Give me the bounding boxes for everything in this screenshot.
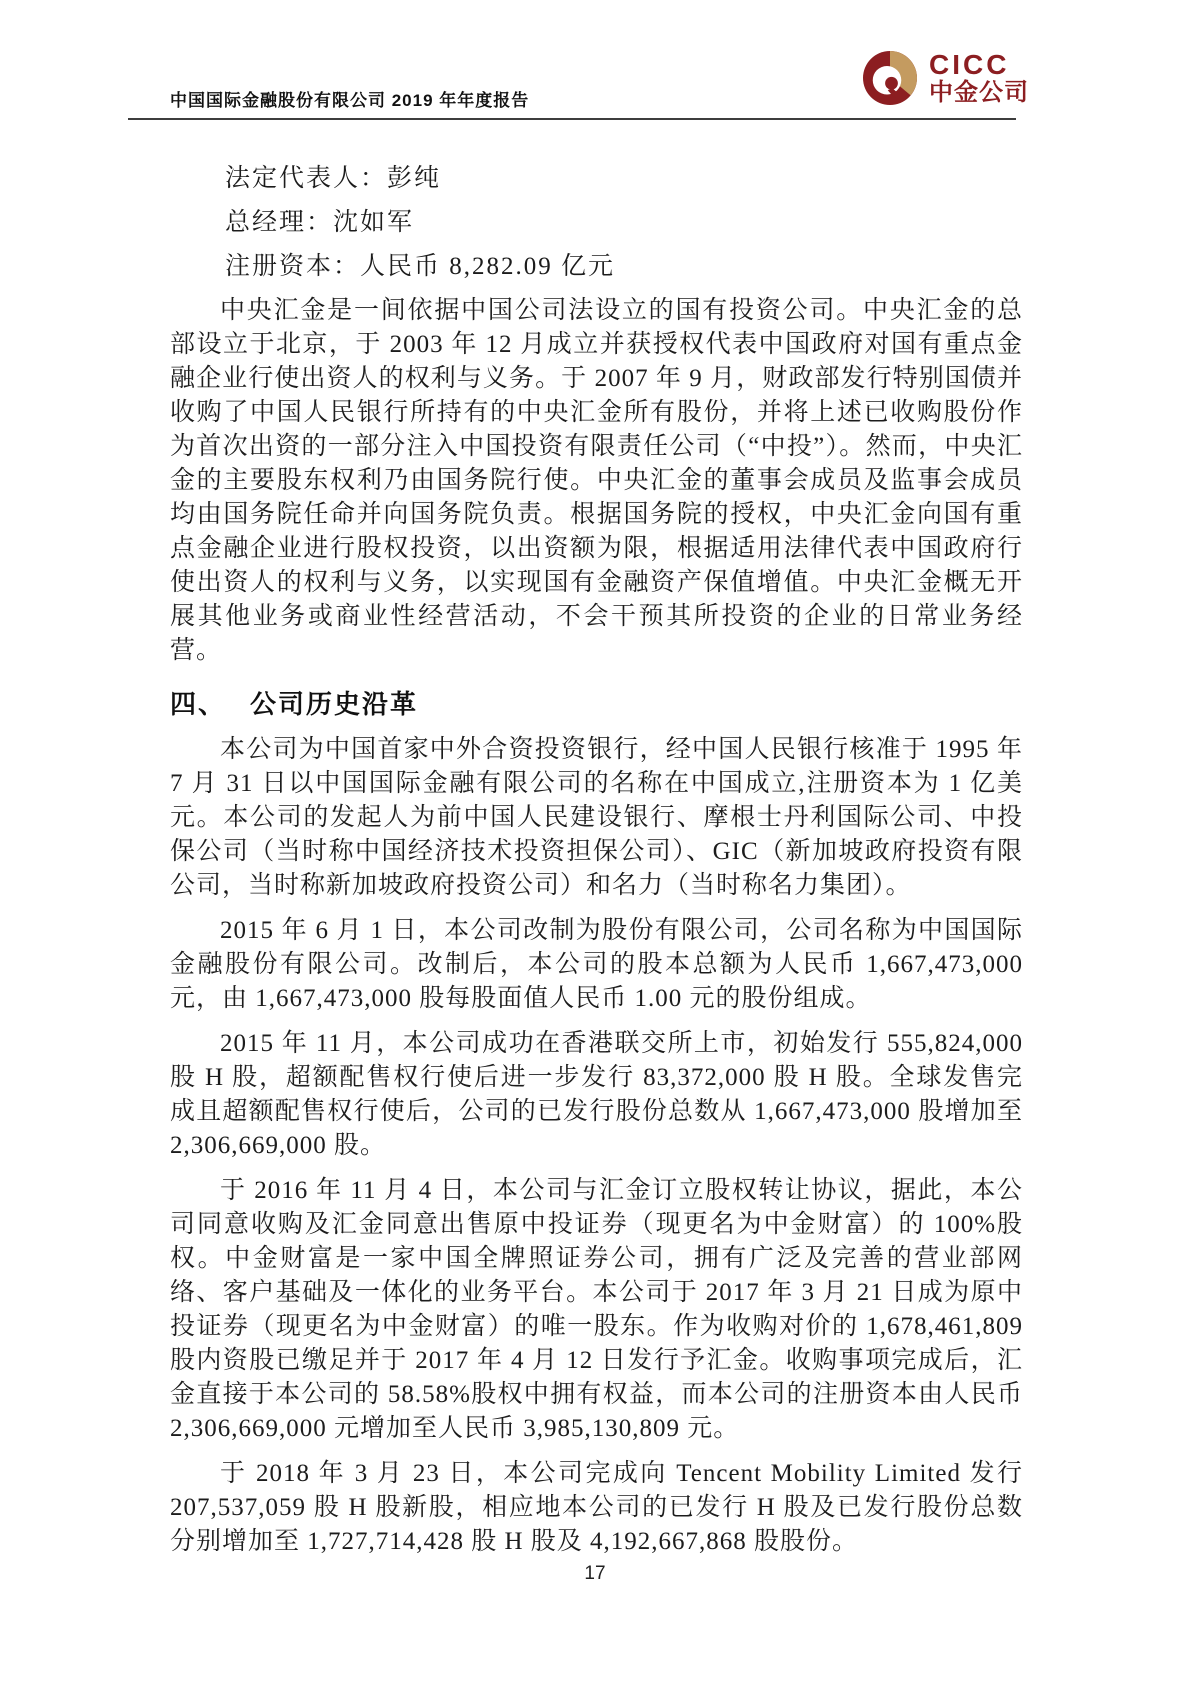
section-numeral: 四、 [170, 690, 227, 719]
logo-latin-name: CICC [929, 48, 1010, 80]
history-paragraph-restructuring-2015: 2015 年 6 月 1 日，本公司改制为股份有限公司，公司名称为中国国际金融股份有限公司。改制后，本公司的股本总额为人民币 1,667,473,000 元，由 1,667,473,000 股每股面值人民币 1.00 元的股份组成。 [170, 917, 1023, 1012]
legal-representative-line: 法定代表人：彭纯 [225, 165, 442, 192]
section-heading-company-history [170, 684, 1023, 721]
general-manager-line: 总经理：沈如军 [225, 209, 415, 236]
registered-capital-line: 注册资本：人民币 8,282.09 亿元 [225, 253, 616, 280]
history-paragraph-tencent-2018: 于 2018 年 3 月 23 日，本公司完成向 Tencent Mobility Limited 发行 207,537,059 股 H 股新股，相应地本公司的已发行 H 股及已发行股份总数分别增加至 1,727,714,428 股 H 股及 4,192,667,868 股股份。 [170, 1460, 1023, 1555]
report-title: 中国国际金融股份有限公司 2019 年年度报告 [170, 91, 530, 110]
cicc-logo-mark-icon [860, 48, 920, 108]
cicc-logo [860, 48, 1029, 108]
page-content [170, 120, 1023, 1570]
history-paragraph-founding: 本公司为中国首家中外合资投资银行，经中国人民银行核准于 1995 年 7 月 31 日以中国国际金融有限公司的名称在中国成立,注册资本为 1 亿美元。本公司的发起人为前中国人民建设银行、摩根士丹利国际公司、中投保公司（当时称中国经济技术投资担保公司）、GIC（新加坡政府投资有限公司，当时称新加坡政府投资公司）和名力（当时称名力集团）。 [170, 736, 1023, 899]
page-number: 17 [584, 1563, 606, 1584]
section-title: 公司历史沿革 [250, 690, 419, 719]
history-paragraph-acquisition-2016: 于 2016 年 11 月 4 日，本公司与汇金订立股权转让协议，据此，本公司同意收购及汇金同意出售原中投证券（现更名为中金财富）的 100%股权。中金财富是一家中国全牌照证券公司，拥有广泛及完善的营业部网络、客户基础及一体化的业务平台。本公司于 2017 年 3 月 21 日成为原中投证券（现更名为中金财富）的唯一股东。作为收购对价的 1,678,461,809 股内资股已缴足并于 2017 年 4 月 12 日发行予汇金。收购事项完成后，汇金直接于本公司的 58.58%股权中拥有权益，而本公司的注册资本由人民币 2,306,669,000 元增加至人民币 3,985,130,809 元。 [170, 1177, 1023, 1442]
cicc-logo-text [929, 48, 1029, 106]
logo-chinese-name: 中金公司 [929, 78, 1029, 106]
about-huijin-paragraph: 中央汇金是一间依据中国公司法设立的国有投资公司。中央汇金的总部设立于北京，于 2003 年 12 月成立并获授权代表中国政府对国有重点金融企业行使出资人的权利与义务。于 2007 年 9 月，财政部发行特别国债并收购了中国人民银行所持有的中央汇金所有股份，并将上述已收购股份作为首次出资的一部分注入中国投资有限责任公司（“中投”）。然而，中央汇金的主要股东权利乃由国务院行使。中央汇金的董事会成员及监事会成员均由国务院任命并向国务院负责。根据国务院的授权，中央汇金向国有重点金融企业进行股权投资，以出资额为限，根据适用法律代表中国政府行使出资人的权利与义务，以实现国有金融资产保值增值。中央汇金概无开展其他业务或商业性经营活动，不会干预其所投资的企业的日常业务经营。 [170, 297, 1023, 664]
history-paragraph-hk-listing-2015: 2015 年 11 月，本公司成功在香港联交所上市，初始发行 555,824,000 股 H 股，超额配售权行使后进一步发行 83,372,000 股 H 股。全球发售完成且超额配售权行使后，公司的已发行股份总数从 1,667,473,000 股增加至 2,306,669,000 股。 [170, 1030, 1023, 1159]
